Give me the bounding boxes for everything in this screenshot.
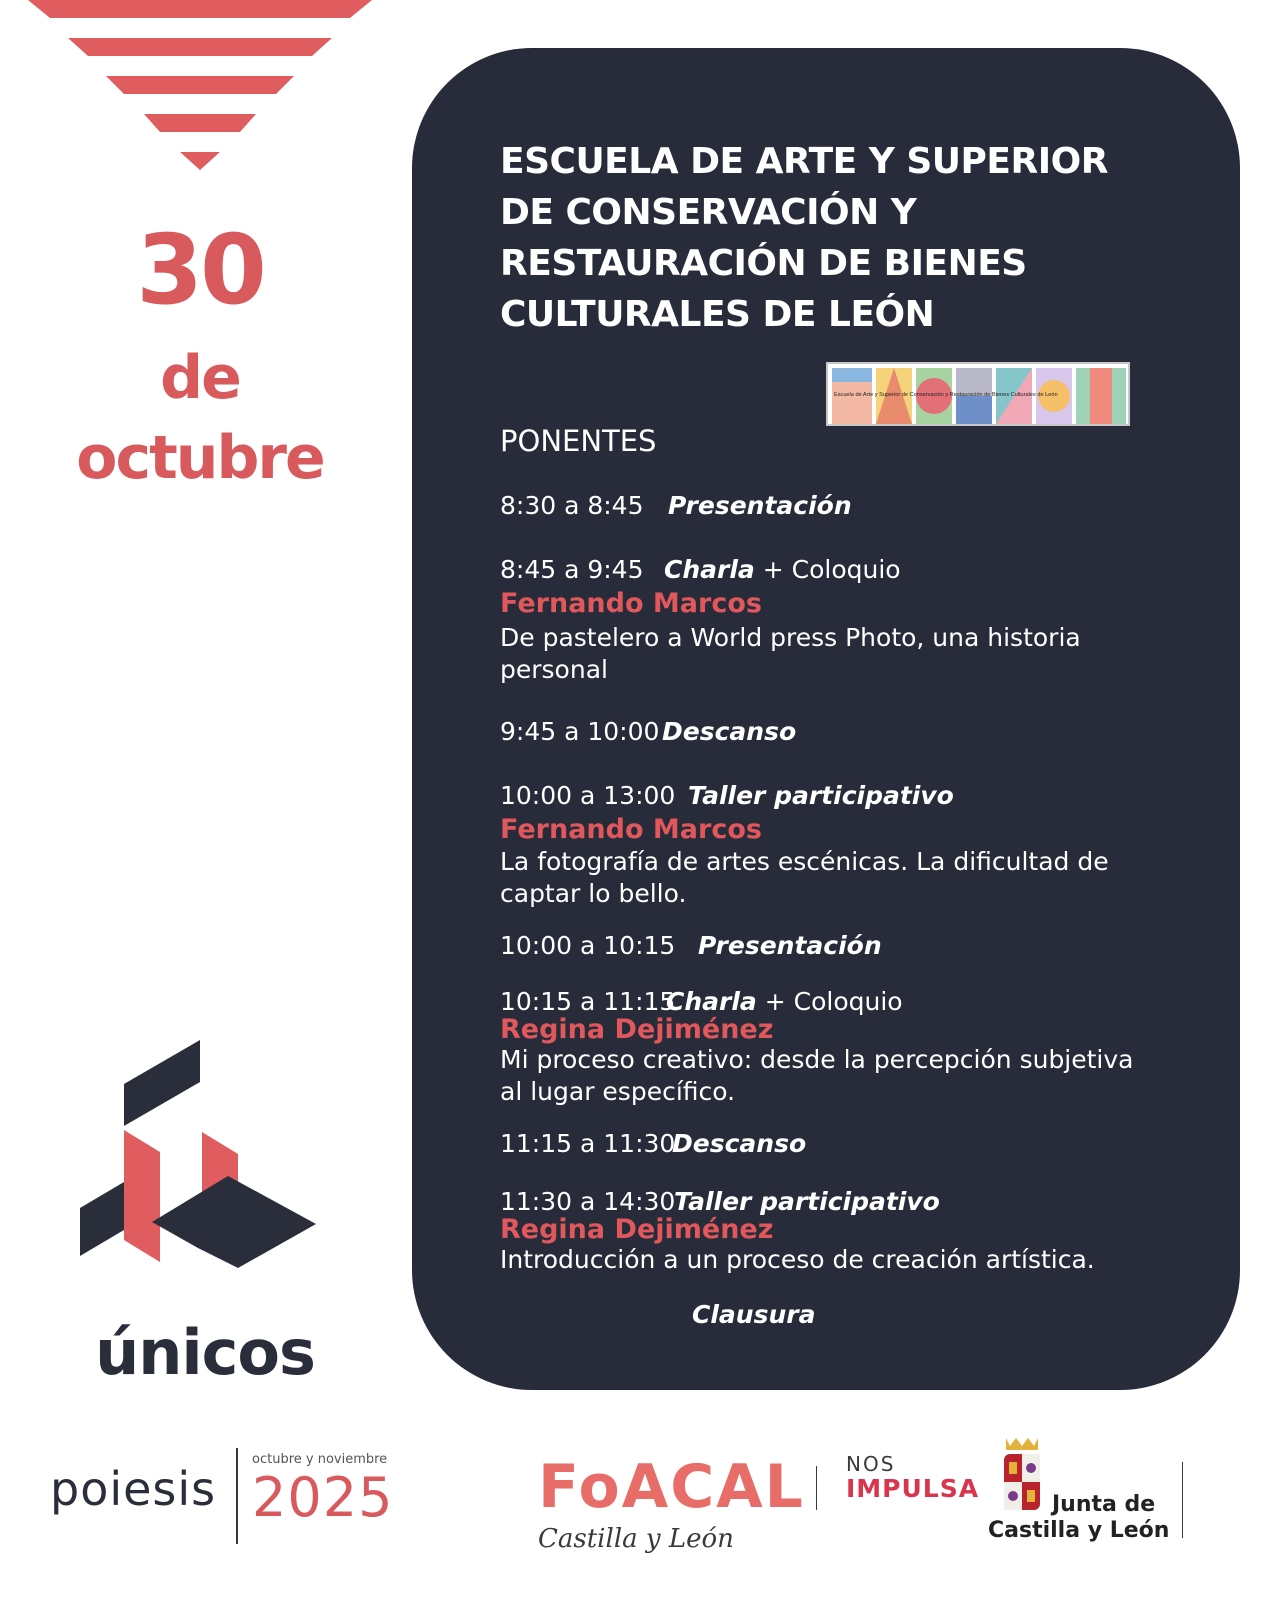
schedule-activity: Taller participativo (674, 1187, 940, 1216)
school-title-line: DE CONSERVACIÓN Y (500, 192, 917, 233)
talk-description: Introducción a un proceso de creación artística. (500, 1245, 1095, 1274)
impulsa-label: IMPULSA (846, 1474, 980, 1503)
poiesis-year: 2025 (252, 1466, 394, 1529)
schedule-activity: Charla (664, 555, 755, 584)
schedule-row (500, 930, 882, 962)
closing-label: Clausura (692, 1300, 816, 1329)
schedule-extra: + Coloquio (762, 555, 901, 584)
nos-label: NOS (846, 1452, 896, 1476)
speaker-name: Regina Dejiménez (500, 1014, 774, 1045)
jcyl-crest-icon (1000, 1436, 1044, 1516)
poiesis-dates: octubre y noviembre (252, 1452, 388, 1467)
schedule-time: 10:00 a 13:00 (500, 781, 676, 810)
poiesis-wordmark: poiesis (50, 1462, 217, 1516)
date-month: octubre (76, 423, 324, 493)
schedule-activity: Descanso (672, 1129, 807, 1158)
ponentes-heading: PONENTES (500, 424, 657, 458)
schedule-row (500, 490, 852, 522)
schedule-row (500, 1128, 806, 1160)
footer-divider (236, 1448, 238, 1544)
talk-description: La fotografía de artes escénicas. La dificultad de captar lo bello. (500, 847, 1109, 908)
schedule-activity: Presentación (668, 491, 852, 520)
schedule-row (500, 716, 796, 748)
schedule-row (500, 780, 954, 812)
school-logo-subtitle: Escuela de Arte y Superior de Conservación y Restauración de Bienes Culturales de León (834, 392, 1058, 398)
schedule-activity: Presentación (698, 931, 882, 960)
school-title-line: ESCUELA DE ARTE Y SUPERIOR (500, 141, 1108, 182)
school-logo (826, 362, 1130, 426)
unicos-wordmark: únicos (95, 1316, 315, 1389)
schedule-time: 11:15 a 11:30 (500, 1129, 676, 1158)
triangle-stripes-icon (0, 0, 400, 180)
footer-divider (816, 1466, 817, 1510)
speaker-name: Regina Dejiménez (500, 1214, 774, 1245)
school-title-line: CULTURALES DE LEÓN (500, 294, 935, 335)
unicos-logo-icon (78, 1040, 328, 1270)
schedule-time: 8:30 a 8:45 (500, 491, 644, 520)
schedule-time: 9:45 a 10:00 (500, 717, 660, 746)
schedule-activity: Descanso (662, 717, 797, 746)
schedule-extra: + Coloquio (764, 987, 903, 1016)
speaker-name: Fernando Marcos (500, 814, 762, 845)
speaker-name: Fernando Marcos (500, 588, 762, 619)
schedule-row (500, 554, 901, 586)
school-title-line: RESTAURACIÓN DE BIENES (500, 243, 1027, 284)
foacal-subtitle: Castilla y León (538, 1524, 734, 1554)
schedule-activity: Charla (666, 987, 757, 1016)
schedule-time: 11:30 a 14:30 (500, 1187, 676, 1216)
talk-description: Mi proceso creativo: desde la percepción subjetiva al lugar específico. (500, 1045, 1134, 1106)
foacal-logo: FoACAL (538, 1452, 805, 1522)
junta-line2: Castilla y León (988, 1518, 1170, 1543)
footer-divider (1182, 1462, 1183, 1538)
date-day: 30 (136, 214, 264, 326)
junta-line1: Junta de (1052, 1492, 1156, 1517)
schedule-time: 8:45 a 9:45 (500, 555, 644, 584)
date-de: de (160, 343, 240, 413)
schedule-activity: Taller participativo (688, 781, 954, 810)
schedule-time: 10:15 a 11:15 (500, 987, 676, 1016)
talk-description: De pastelero a World press Photo, una historia personal (500, 623, 1081, 684)
schedule-time: 10:00 a 10:15 (500, 931, 676, 960)
school-title (500, 136, 1180, 340)
